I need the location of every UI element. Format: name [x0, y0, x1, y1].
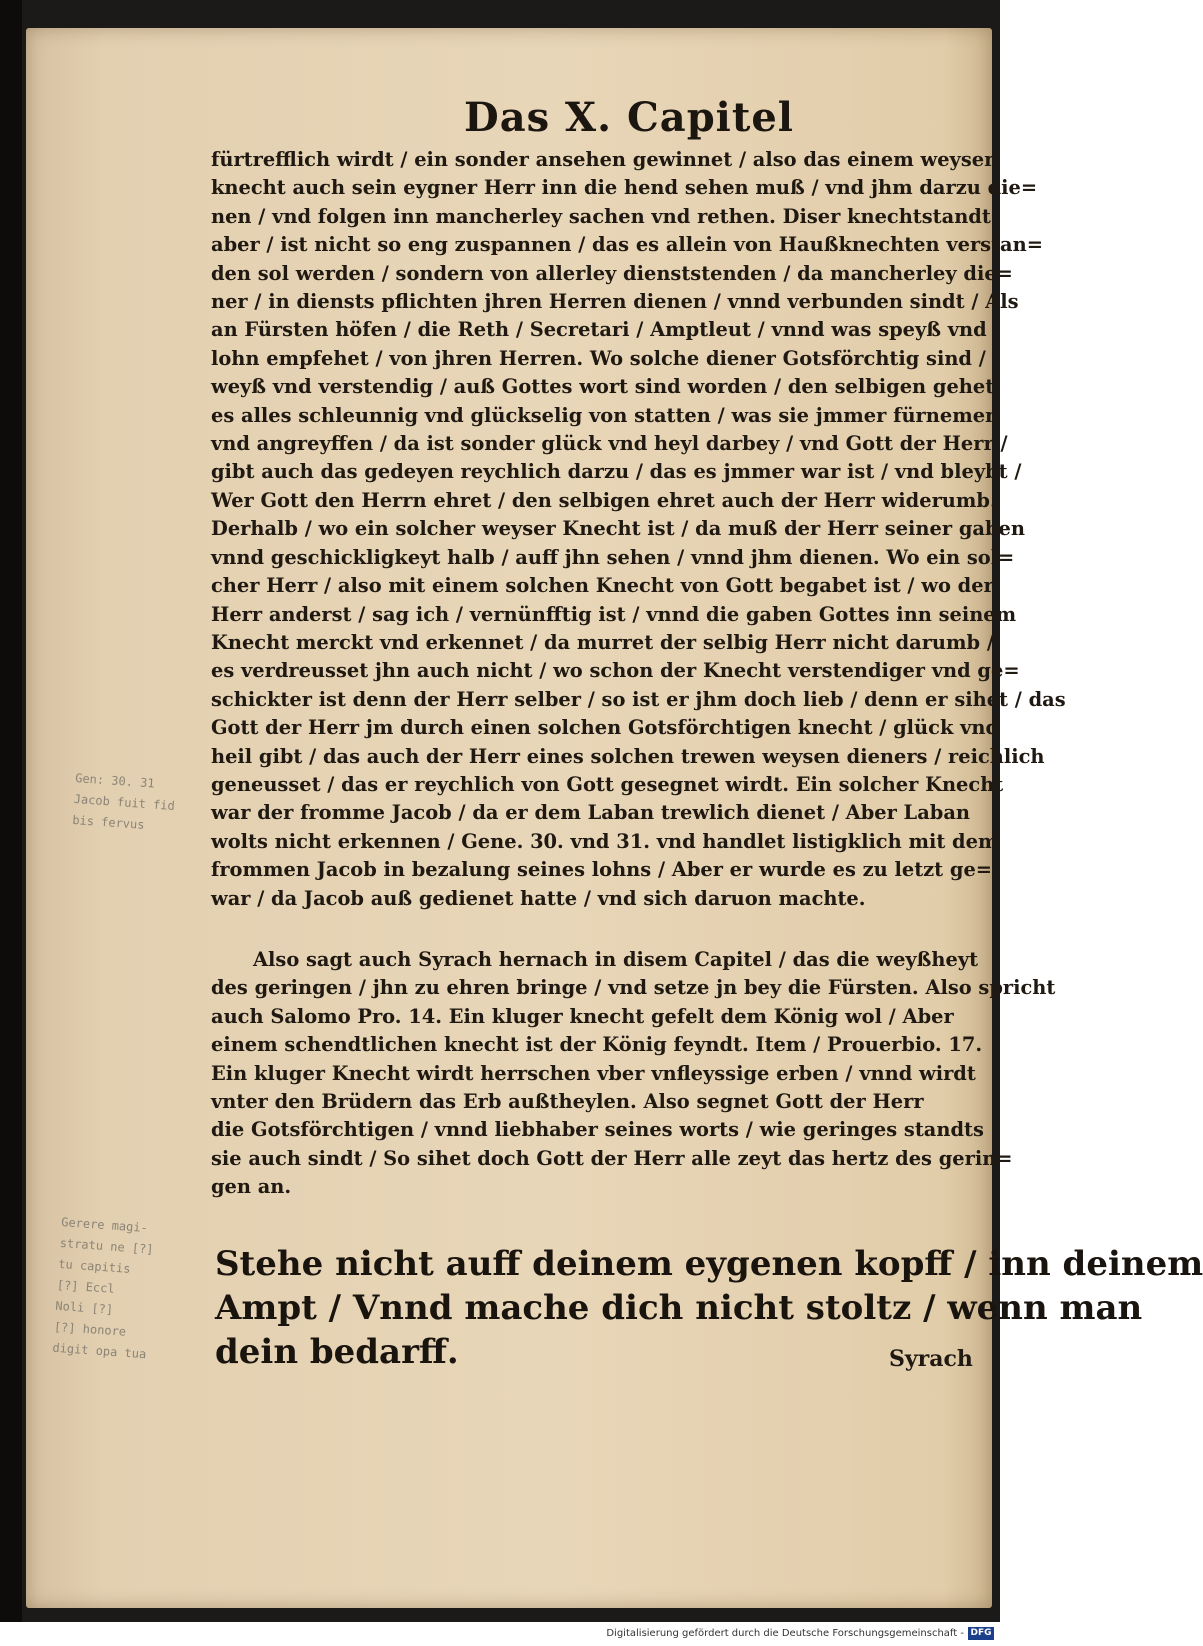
- verse-line: Stehe nicht auff deinem eygenen kopff / inn deinem: [215, 1244, 1203, 1284]
- handwritten-line: tu capitis: [57, 1256, 131, 1276]
- text-line: vnter den Brüdern das Erb außtheylen. Also segnet Gott der Herr: [211, 1090, 924, 1114]
- paragraph-2: [211, 946, 1056, 1202]
- text-line: Ein kluger Knecht wirdt herrschen vber vnfleyssige erben / vnnd wirdt: [211, 1061, 976, 1085]
- handwritten-line: Gerere magi-: [60, 1214, 149, 1236]
- margin-note-2: [52, 1212, 156, 1365]
- handwritten-line: Jacob fuit fid: [73, 791, 176, 813]
- text-line: es alles schleunnig vnd glückselig von statten / was sie jmmer fürnemen: [211, 403, 1000, 427]
- text-line: an Fürsten höfen / die Reth / Secretari / Amptleut / vnnd was speyß vnd: [211, 318, 987, 342]
- text-line: gen an.: [211, 1175, 292, 1199]
- text-line: weyß vnd verstendig / auß Gottes wort sind worden / den selbigen gehet: [211, 375, 995, 399]
- footer-credit: Digitalisierung gefördert durch die Deutsche Forschungsgemeinschaft -: [606, 1628, 964, 1639]
- margin-note-1: [72, 768, 177, 838]
- text-line: Knecht merckt vnd erkennet / da murret der selbig Herr nicht darumb /: [211, 630, 994, 654]
- verse-large: [215, 1242, 1203, 1374]
- text-line: nen / vnd folgen inn mancherley sachen vnd rethen. Diser knechtstandt: [211, 204, 991, 228]
- text-line: den sol werden / sondern von allerley dienststenden / da mancherley die=: [211, 261, 1013, 285]
- text-line: geneusset / das er reychlich von Gott gesegnet wirdt. Ein solcher Knecht: [211, 772, 1004, 796]
- text-line: Herr anderst / sag ich / vernünfftig ist / vnnd die gaben Gottes inn seinem: [211, 602, 1017, 626]
- verse-line: dein bedarff.: [215, 1332, 459, 1372]
- text-line: des geringen / jhn zu ehren bringe / vnd setze jn bey die Fürsten. Also spricht: [211, 976, 1056, 1000]
- text-line: aber / ist nicht so eng zuspannen / das es allein von Haußknechten verstan=: [211, 233, 1043, 257]
- handwritten-line: bis fervus: [71, 812, 145, 832]
- text-line: lohn empfehet / von jhren Herren. Wo solche diener Gotsförchtig sind /: [211, 346, 986, 370]
- text-line: die Gotsförchtigen / vnnd liebhaber seines worts / wie geringes standts: [211, 1118, 984, 1142]
- text-line: einem schendtlichen knecht ist der König feyndt. Item / Prouerbio. 17.: [211, 1033, 983, 1057]
- dfg-logo: DFG: [968, 1627, 994, 1640]
- text-line: cher Herr / also mit einem solchen Knecht von Gott begabet ist / wo der: [211, 574, 994, 598]
- handwritten-line: stratu ne [?]: [59, 1235, 155, 1257]
- text-line: war der fromme Jacob / da er dem Laban trewlich dienet / Aber Laban: [211, 801, 970, 825]
- paragraph-1: [211, 146, 1066, 913]
- text-line: sie auch sindt / So sihet doch Gott der Herr alle zeyt das hertz des gerin=: [211, 1146, 1013, 1170]
- verse-line: Ampt / Vnnd mache dich nicht stoltz / wenn man: [215, 1288, 1143, 1328]
- text-line: vnd angreyffen / da ist sonder glück vnd heyl darbey / vnd Gott der Herr /: [211, 432, 1008, 456]
- text-line: schickter ist denn der Herr selber / so ist er jhm doch lieb / denn er sihet / das: [211, 687, 1066, 711]
- text-line: wolts nicht erkennen / Gene. 30. vnd 31. vnd handlet listigklich mit dem: [211, 829, 999, 853]
- text-line: Gott der Herr jm durch einen solchen Gotsförchtigen knecht / glück vnd: [211, 716, 1000, 740]
- text-line: auch Salomo Pro. 14. Ein kluger knecht gefelt dem König wol / Aber: [211, 1004, 954, 1028]
- text-line: frommen Jacob in bezalung seines lohns / Aber er wurde es zu letzt ge=: [211, 858, 993, 882]
- text-line: Wer Gott den Herrn ehret / den selbigen ehret auch der Herr widerumb.: [211, 488, 997, 512]
- text-line: fürtrefflich wirdt / ein sonder ansehen gewinnet / also das einem weysen: [211, 148, 999, 171]
- text-line: war / da Jacob auß gedienet hatte / vnd sich daruon machte.: [211, 886, 866, 910]
- handwritten-line: [?] Eccl: [56, 1277, 116, 1296]
- chapter-heading: Das X. Capitel: [464, 94, 794, 141]
- handwritten-line: Noli [?]: [54, 1298, 114, 1317]
- handwritten-line: Gen: 30. 31: [74, 770, 156, 791]
- text-line: ner / in diensts pflichten jhren Herren dienen / vnnd verbunden sindt / Als: [211, 290, 1019, 314]
- catchword: Syrach: [889, 1346, 973, 1372]
- handwritten-line: digit opa tua: [52, 1340, 147, 1362]
- text-line: heil gibt / das auch der Herr eines solchen trewen weysen dieners / reichlich: [211, 744, 1045, 768]
- text-line: Derhalb / wo ein solcher weyser Knecht ist / da muß der Herr seiner gaben: [211, 517, 1025, 541]
- handwritten-line: [?] honore: [53, 1319, 127, 1339]
- text-line: gibt auch das gedeyen reychlich darzu / das es jmmer war ist / vnd bleybt /: [211, 460, 1022, 484]
- text-line: es verdreusset jhn auch nicht / wo schon der Knecht verstendiger vnd ge=: [211, 659, 1020, 683]
- text-line: Also sagt auch Syrach hernach in disem Capitel / das die weyßheyt: [253, 948, 979, 971]
- text-line: knecht auch sein eygner Herr inn die hend sehen muß / vnd jhm darzu die=: [211, 176, 1038, 200]
- scan-edge: [0, 0, 22, 1622]
- text-line: vnnd geschickligkeyt halb / auff jhn sehen / vnnd jhm dienen. Wo ein sol=: [211, 545, 1015, 569]
